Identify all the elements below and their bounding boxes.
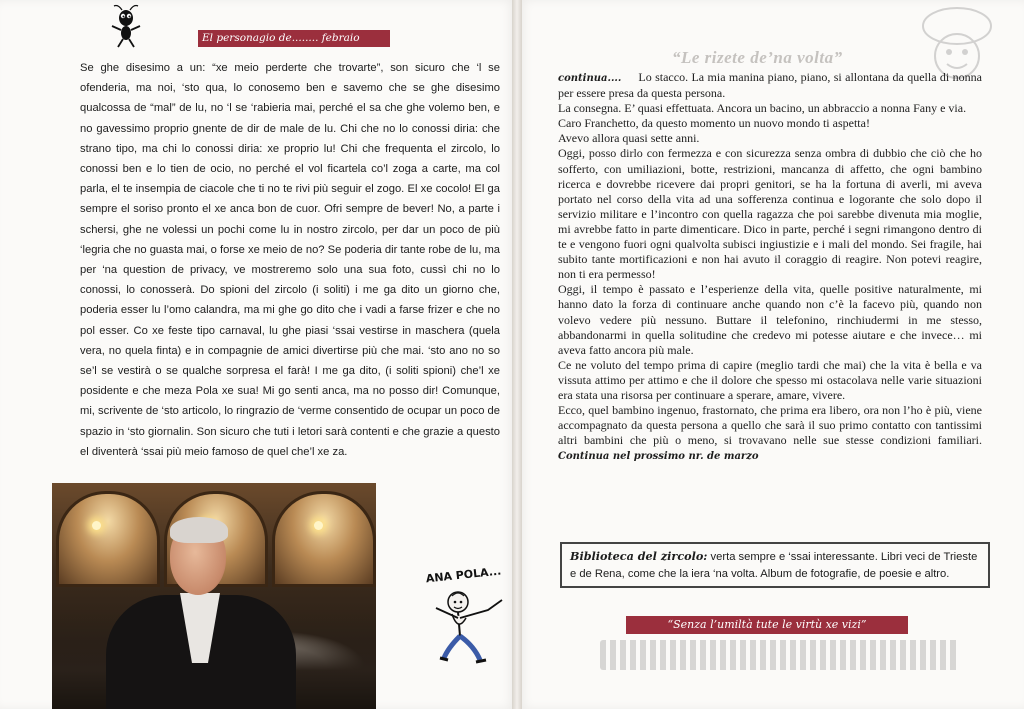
story-paragraph: Avevo allora quasi sette anni. [558,131,700,146]
story-paragraph: La consegna. E’ quasi effettuata. Ancora un bacino, un abbraccio a nonna Fany e via. [558,101,967,116]
story-text [558,70,982,464]
story-paragraph: Caro Franchetto, da questo momento un nuovo mondo ti aspetta! [558,116,870,131]
dancing-man-cartoon-icon [418,562,520,672]
story-paragraph-text: Ecco, quel bambino ingenuo, frastornato, che prima era libero, ora non l’ho è più, viene accompagnato da questa persona a quello che sarà il suo primo contatto con tantissimi altri bambini che più o meno, si trovavano nelle sue stesse condizioni familiari. [558,403,982,448]
biblioteca-box [560,542,990,588]
ant-mascot-icon [104,4,148,48]
motto-bar: “Senza l’umiltà tute le virtù xe vizi” [626,616,908,634]
ghost-page-title: “Le rizete de’na volta” [672,48,843,67]
cartoon-caption: ANA POLA... [425,564,502,586]
portrait-photo [52,483,376,709]
biblioteca-title: Biblioteca del zircolo: [570,549,708,563]
continua-label: continua.... [558,73,622,84]
continua-next-label: Continua nel prossimo nr. de marzo [558,451,759,463]
article-body: Se ghe disesimo a un: “xe meio perderte che trovarte”, son sicuro che ‘l se ofenderia, ma noi, ‘sto qua, lo conosemo ben e savemo che se ghe disesimo qualcossa de “mal” de lu, no ‘l se ‘rabieria mai, perché el sa che ghe volemo ben, e no gavessimo proprio gnente de dir de male de lu. Chi che no lo conossi diria: che strano tipo, ma chi lo conossi diria: xe proprio lu! Chi che frequenta el zircolo, lo conossi ben e lo tien de ocio, no perché el vol ficartela co’l zoga a carte, ma col parla, el te insempia de ciacole che ti no te rivi più seguir el zogo. El xe cocolo! El ga sempre el soriso pronto el xe anca bon de cuor. Ofri sempre de bever! No, a parte i schersi, ghe ne volessi un pochi come lu in nostro zircolo, per dar un poco de più ‘legria che no guasta mai, o forse xe meio de no? Se poderia dir tante robe de lu, ma per ‘na question de privacy, ve mostreremo solo una sua foto, cussì chi no lo conossi, lo conosserà. Do spioni del zircolo (i soliti) i me ga dito un giorno che, poderia esser lu l’omo calandra, ma mi ghe go dito che i vadi a farse frizer e che no pol esser. Co xe feste tipo carnaval, lu ghe piasi ‘ssai vestirse in maschera (quela vera, no quela finta) e in compagnie de amici divertirse più che mai. ‘sto ano no so se’l se vestirà o se qualche sorpresa el farà! I me ga dito, (i soliti spioni) che’l xe posidente e che meza Pola xe sua! Mi go senti anca, ma no posso dir! Comunque, mi, scrivente de ‘sto articolo, lo ringrazio de ‘verme consentido de ocupar un poco de spazio in ‘sto giornalin. Son sicuro che tuti i letori sarà contenti e che grazie a questo el diventerà ‘ssai più meio famoso de quel che’l xe za. [80,62,500,458]
story-paragraph: Oggi, posso dirlo con fermezza e con sicurezza senza ombra di dubbio che ciò che ho sofferto, con umiliazioni, botte, restrizioni, mancanza di affetto, che ogni bambino ricerca e dovrebbe ricevere dai propri genitori, se ha la fortuna di averli, mi aveva portato nel corso della vita ad una sofferenza continua e logorante che solo dopo il servizio militare e l’incontro con quella ragazza che poi sarebbe divenuta mia moglie, mi avrebbe fatto in parte dimenticare. Dico in parte, perché i segni rimangono dentro di te e vengono fuori ogni qualvolta subisci ingiustizie e i mali del mondo. Sei fragile, hai subito tante mortificazioni e non hai avuto il coraggio di reagire. Non potevi reagire, non ti era permesso! [558,146,982,282]
biblioteca-text: verta sempre e ‘ssai interessante. Libri veci de Trieste e de Rena, come che la iera ‘na volta. Album de fotografie, de poesie e altro. [570,551,978,580]
story-paragraph: Oggi, il tempo è passato e l’esperienze della vita, quelle positive naturalmente, mi hanno dato la forza di continuare anche quando non c’è la facevo più, quando non volevo vedere più nessuno. Buttare il telefonino, rinchiudermi in me stesso, abbandonarmi in quella solitudine che credevo mi potesse aiutare e che invece… mi aveva fatto ancora più male. [558,282,982,357]
ghost-bleedthrough [600,640,960,670]
story-paragraph: Ce ne voluto del tempo prima di capire (meglio tardi che mai) che la vita è bella e va vissuta attimo per attimo e che il dolore che spesso mi ostacolava nelle varie situazioni era stata una risorsa per continuare a sperare, amare, vivere. [558,357,982,402]
story-paragraph [558,70,982,101]
header-title: El personagio de........ febraio [198,30,390,47]
story-paragraph-text: Lo stacco. La mia manina piano, piano, si allontana da quella di nonna per essere presa da questa persona. [558,70,982,101]
story-paragraph [558,403,982,464]
